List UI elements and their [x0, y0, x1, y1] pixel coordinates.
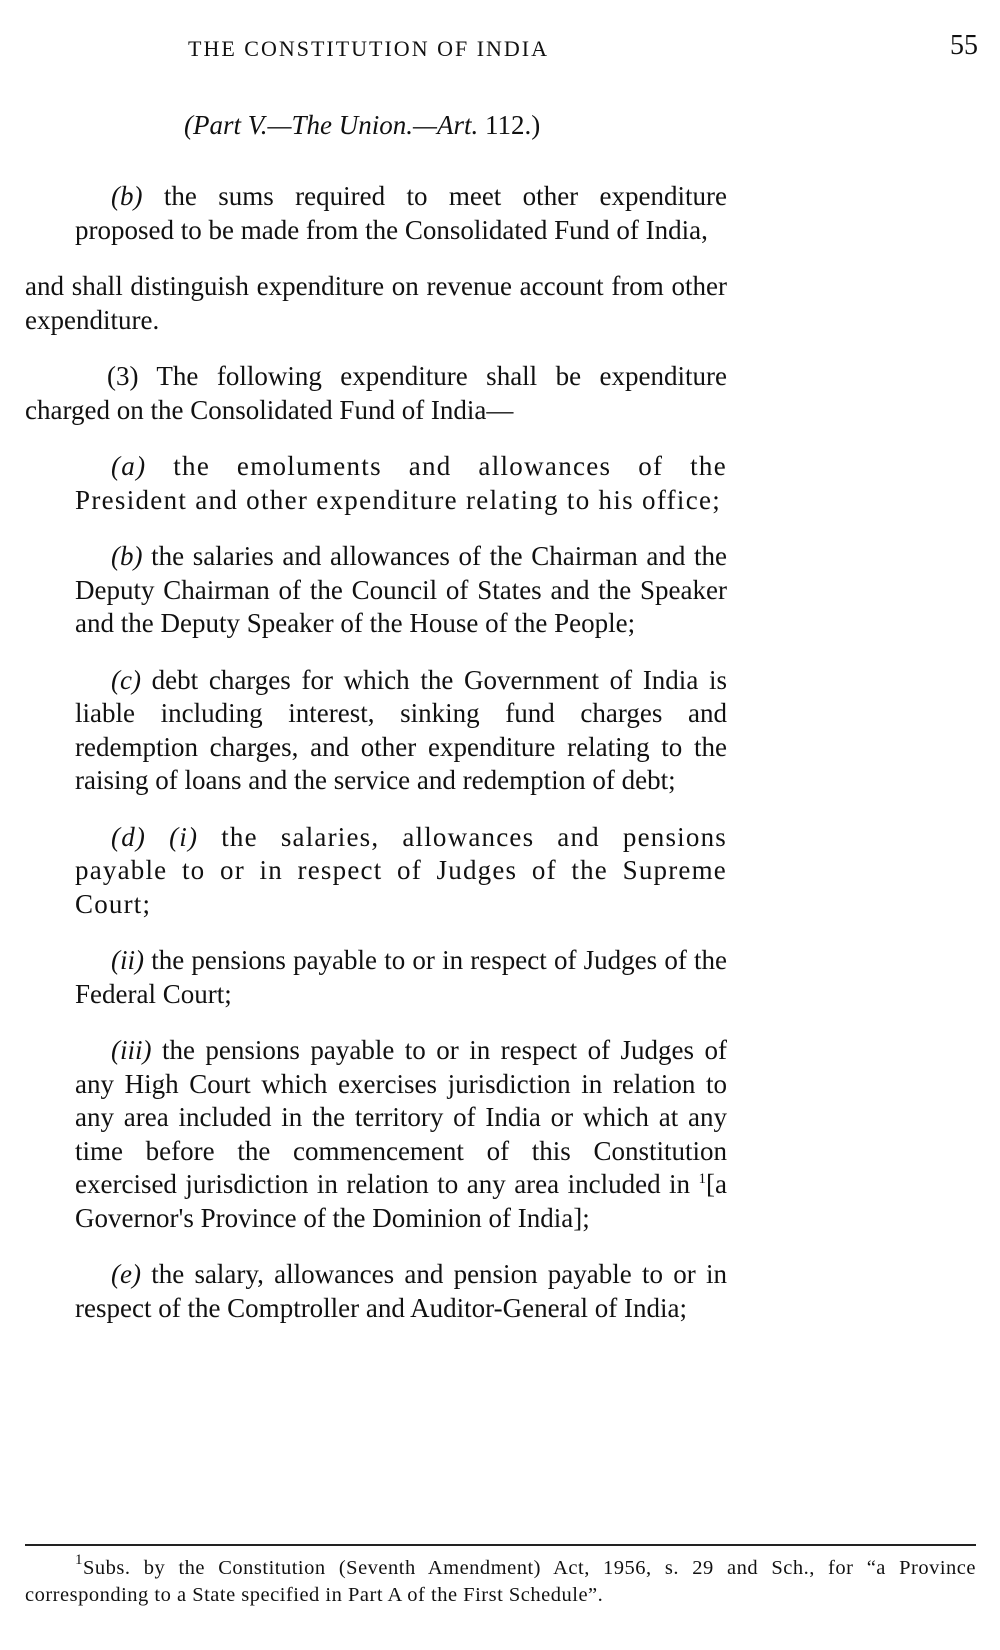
footnote [25, 1552, 976, 1609]
clause-label: (a) [111, 451, 147, 481]
clause-a-emoluments [75, 450, 727, 517]
running-title: THE CONSTITUTION OF INDIA [188, 36, 550, 61]
clause-c-debt-charges [75, 664, 727, 798]
part-reference [184, 110, 540, 141]
clause-text-before: the pensions payable to or in respect of Judges of any High Court which exercises jurisdiction in relation to any area included in the territory of India or which at any time before the commencement of this Constitution exercised jurisdiction in relation to any area included in [75, 1035, 727, 1199]
clause-text: debt charges for which the Government of India is liable including interest, sinking fund charges and redemption charges, and other expenditure relating to the raising of loans and the service and redemption of debt; [75, 664, 727, 795]
clause-text: the emoluments and allowances of the President and other expenditure relating to his office; [75, 451, 727, 515]
clause-label: (c) [111, 664, 141, 695]
clause-label: (iii) [111, 1035, 152, 1065]
clause-label: (e) [111, 1259, 141, 1289]
clause-text: the sums required to meet other expenditure proposed to be made from the Consolidated Fund of India, [75, 181, 727, 245]
clause-label: (ii) [111, 945, 144, 975]
footnote-divider [25, 1544, 976, 1546]
page-number: 55 [950, 30, 978, 61]
footnote-reference: 1 [698, 1171, 707, 1187]
continuation-paragraph: and shall distinguish expenditure on revenue account from other expenditure. [25, 271, 727, 335]
clause-3-paragraph: (3) The following expenditure shall be expenditure charged on the Consolidated Fund of India— [25, 361, 727, 425]
clause-text: the salary, allowances and pension payable to or in respect of the Comptroller and Auditor-General of India; [75, 1259, 727, 1323]
clause-text: the salaries and allowances of the Chairman and the Deputy Chairman of the Council of States and the Speaker and the Deputy Speaker of the House of the People; [75, 541, 727, 638]
clause-d-ii-federal-court [75, 944, 727, 1011]
subclause-label: (i) [169, 821, 199, 852]
clause-text-after: [a Governor's Province of the Dominion of India]; [75, 1169, 727, 1233]
clause-label: (b) [111, 541, 143, 571]
clause-e-comptroller [75, 1258, 727, 1325]
footnote-mark: 1 [75, 1552, 83, 1568]
clause-label: (b) [111, 181, 143, 211]
part-reference-article: 112.) [478, 110, 541, 140]
clause-label: (d) [111, 821, 147, 852]
clause-text: the salaries, allowances and pensions payable to or in respect of Judges of the Supreme Court; [75, 821, 727, 919]
clause-b-salaries [75, 540, 727, 641]
clause-text: the pensions payable to or in respect of Judges of the Federal Court; [75, 945, 727, 1009]
clause-d-i-judges-supreme-court [75, 821, 727, 922]
clause-d-iii-high-court [75, 1034, 727, 1235]
document-body [25, 180, 727, 1348]
footnote-text: Subs. by the Constitution (Seventh Amendment) Act, 1956, s. 29 and Sch., for “a Province corresponding to a State specified in Part A of the First Schedule”. [25, 1557, 976, 1606]
clause-b-sums [75, 180, 727, 247]
part-reference-part: (Part V.—The Union.—Art. [184, 110, 479, 140]
